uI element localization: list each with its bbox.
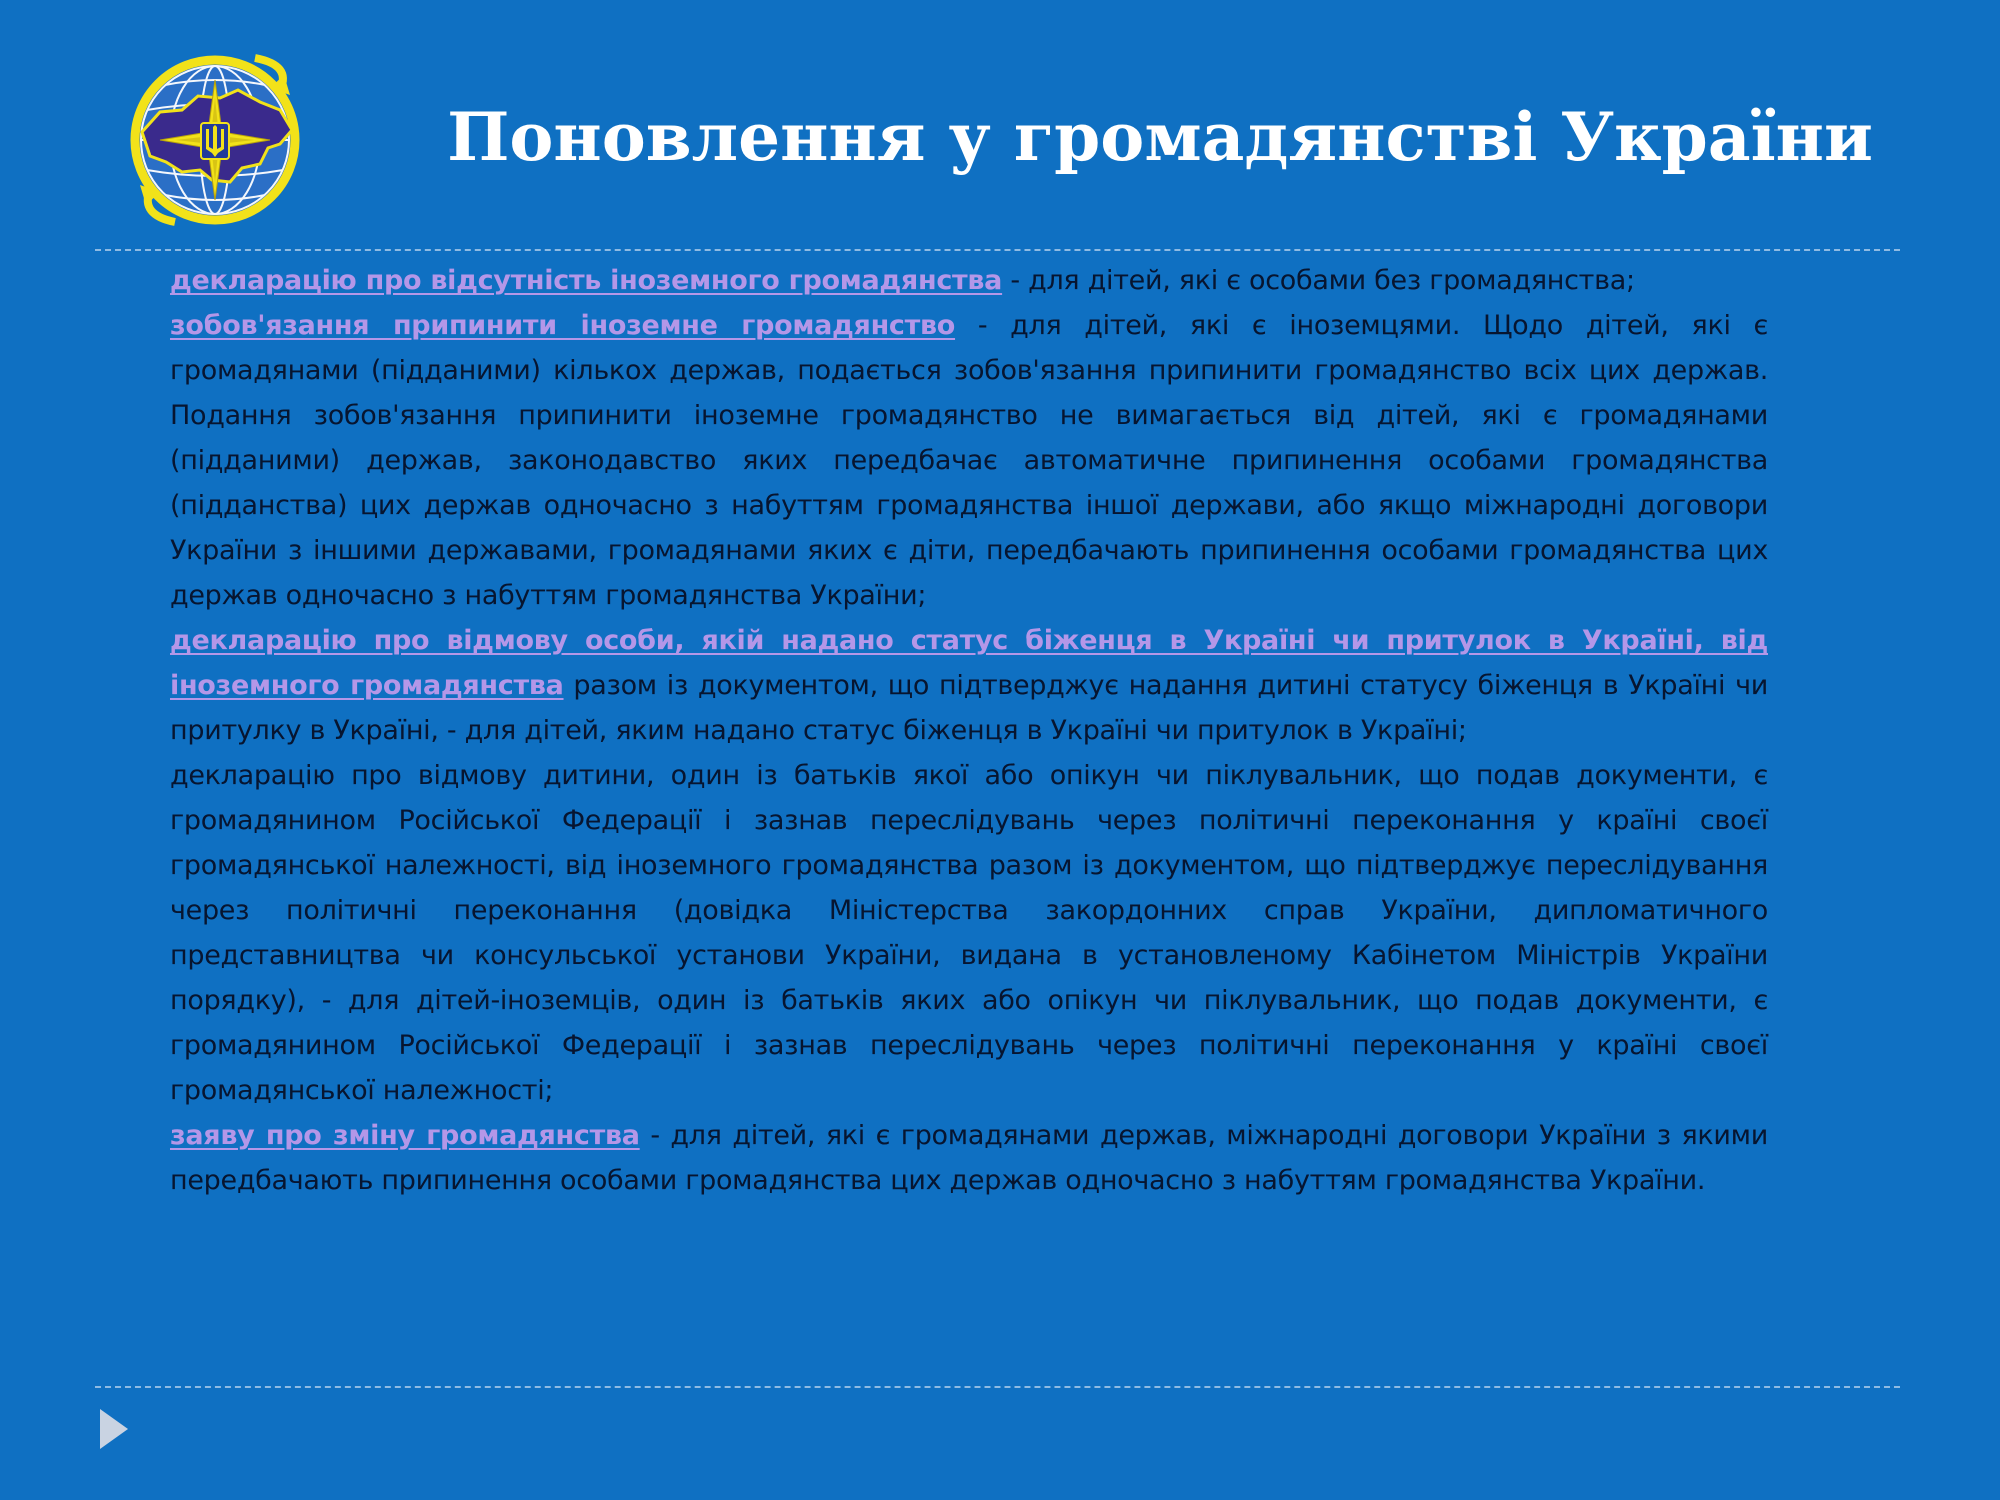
slide-body: [170, 258, 1768, 1203]
top-divider: [95, 249, 1900, 251]
item-text: разом із документом, що підтверджує надання дитині статусу біженця в Україні чи притулку в Україні, - для дітей, яким надано статус біженця в Україні чи притулок в Україні;: [170, 670, 1768, 746]
migration-service-emblem-icon: [120, 40, 310, 240]
list-item: [170, 1113, 1768, 1203]
list-item: [170, 258, 1768, 303]
document-link[interactable]: декларацію про відсутність іноземного громадянства: [170, 265, 1003, 296]
document-link[interactable]: зобов'язання припинити іноземне громадянство: [170, 310, 956, 341]
document-link[interactable]: декларацію про відмову особи, якій надано статус біженця в Україні чи притулок в Україні, від іноземного громадянства: [170, 625, 1768, 701]
list-item: [170, 303, 1768, 618]
next-slide-arrow-icon[interactable]: [98, 1407, 130, 1451]
bottom-divider: [95, 1386, 1900, 1388]
item-text: - для дітей, які є іноземцями. Щодо дітей, які є громадянами (підданими) кількох держав, подається зобов'язання припинити громадянство всіх цих держав. Подання зобов'язання припинити іноземне громадянство не вимагається від дітей, які є громадянами (підданими) держав, законодавство яких передбачає автоматичне припинення особами громадянства (підданства) цих держав одночасно з набуттям громадянства іншої держави, або якщо міжнародні договори України з іншими державами, громадянами яких є діти, передбачають припинення особами громадянства цих держав одночасно з набуттям громадянства України;: [170, 310, 1769, 611]
item-text: декларацію про відмову дитини, один із батьків якої або опікун чи піклувальник, що подав документи, є громадянином Російської Федерації і зазнав переслідувань через політичні переконання у країні своєї громадянської належності, від іноземного громадянства разом із документом, що підтверджує переслідування через політичні переконання (довідка Міністерства закордонних справ України, дипломатичного представництва чи консульської установи України, видана в установленому Кабінетом Міністрів України порядку), - для дітей-іноземців, один із батьків яких або опікун чи піклувальник, що подав документи, є громадянином Російської Федерації і зазнав переслідувань через політичні переконання у країні своєї громадянської належності;: [170, 760, 1768, 1106]
item-text: - для дітей, які є громадянами держав, міжнародні договори України з якими передбачають припинення особами громадянства цих держав одночасно з набуттям громадянства України.: [170, 1120, 1768, 1196]
document-link[interactable]: заяву про зміну громадянства: [170, 1120, 640, 1151]
slide-title: Поновлення у громадянстві України: [447, 98, 1873, 176]
item-text: - для дітей, які є особами без громадянства;: [1002, 265, 1635, 296]
list-item: [170, 753, 1768, 1113]
list-item: [170, 618, 1768, 753]
